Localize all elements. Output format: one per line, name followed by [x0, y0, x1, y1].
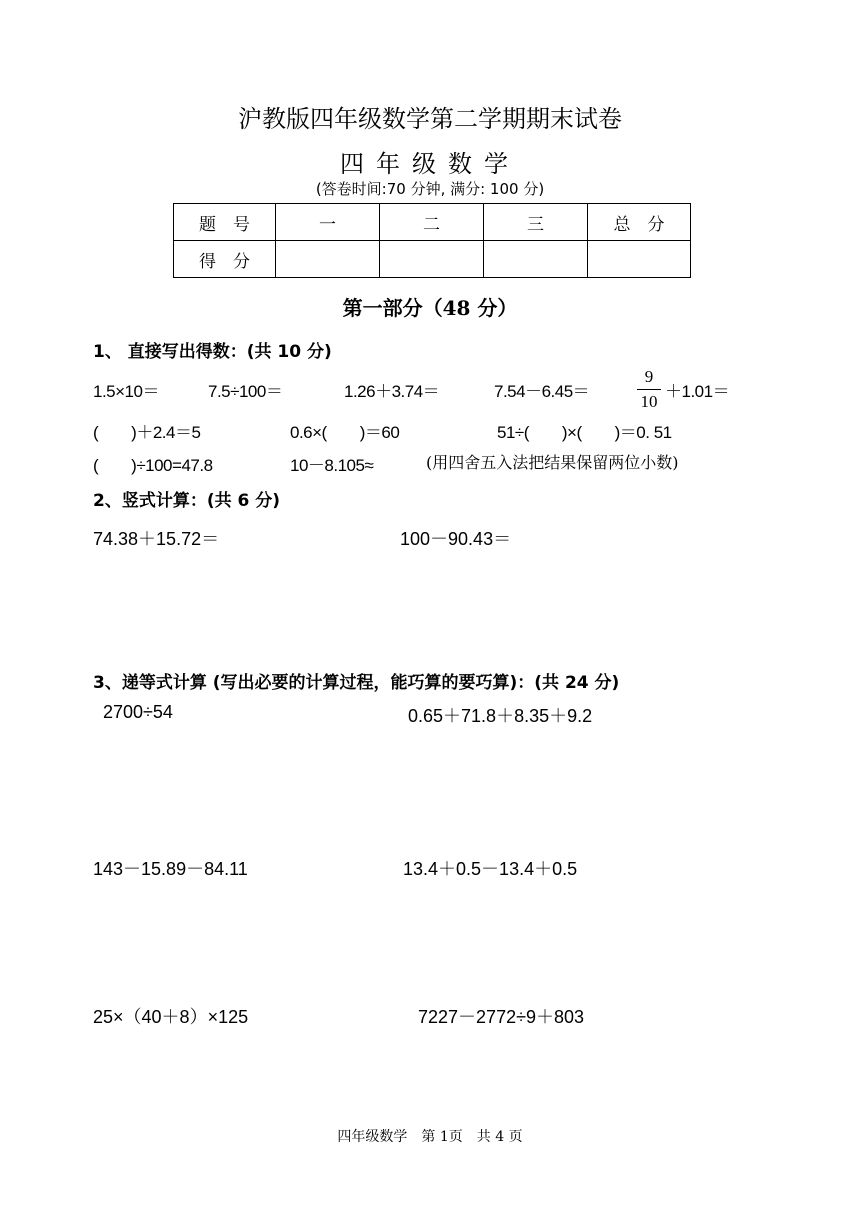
fraction — [637, 367, 661, 412]
section3-title: 3、递等式计算 (写出必要的计算过程，能巧算的要巧算)：(共 24 分) — [93, 673, 620, 693]
exam-subtitle: 四年级数学 — [340, 150, 520, 178]
step-calc-problem: 13.4＋0.5－13.4＋0.5 — [403, 859, 578, 879]
score-cell[interactable] — [484, 241, 588, 278]
score-header-cell: 总 分 — [588, 204, 691, 241]
score-header-cell: 三 — [484, 204, 588, 241]
mental-math-item: ( )÷100=47.8 — [93, 456, 213, 475]
step-calc-problem: 0.65＋71.8＋8.35＋9.2 — [408, 706, 593, 726]
mental-math-item: 1.26＋3.74＝ — [344, 382, 440, 401]
mental-math-item: 7.54－6.45＝ — [494, 382, 590, 401]
score-header-cell: 一 — [276, 204, 380, 241]
section1-title: 1、 直接写出得数：(共 10 分) — [93, 342, 332, 362]
mental-math-item: 51÷( )×( )＝0. 51 — [497, 423, 672, 442]
step-calc-problem: 7227－2772÷9＋803 — [418, 1007, 585, 1027]
score-header-cell: 题 号 — [174, 204, 276, 241]
mental-math-item: ＋1.01＝ — [665, 382, 730, 401]
fraction-numerator: 9 — [644, 367, 654, 386]
section2-title: 2、竖式计算：(共 6 分) — [93, 491, 281, 511]
mental-math-item: ( )＋2.4＝5 — [93, 423, 201, 442]
score-header-cell: 二 — [380, 204, 484, 241]
mental-math-item: 1.5×10＝ — [93, 382, 159, 401]
part-title: 第一部分（48 分） — [342, 296, 518, 320]
exam-title: 沪教版四年级数学第二学期期末试卷 — [238, 105, 622, 133]
step-calc-problem: 2700÷54 — [103, 702, 173, 722]
score-table-header-row — [174, 204, 691, 241]
vertical-calc-problem: 74.38＋15.72＝ — [93, 529, 220, 549]
score-cell[interactable] — [380, 241, 484, 278]
mental-math-item: 0.6×( )＝60 — [290, 423, 400, 442]
step-calc-problem: 25×（40＋8）×125 — [93, 1007, 249, 1027]
mental-math-item: 7.5÷100＝ — [208, 382, 283, 401]
fraction-bar — [637, 389, 661, 390]
score-cell[interactable] — [276, 241, 380, 278]
score-table-score-row — [174, 241, 691, 278]
vertical-calc-problem: 100－90.43＝ — [400, 529, 512, 549]
rounding-note: (用四舍五入法把结果保留两位小数) — [426, 453, 679, 472]
mental-math-item: 10－8.105≈ — [290, 456, 374, 475]
score-cell[interactable] — [588, 241, 691, 278]
score-table — [173, 203, 691, 278]
score-row-label: 得 分 — [174, 241, 276, 278]
exam-time-note: (答卷时间:70 分钟, 满分: 100 分) — [315, 180, 545, 198]
page-footer: 四年级数学 第 1页 共 4 页 — [337, 1129, 523, 1145]
fraction-denominator: 10 — [640, 392, 658, 411]
step-calc-problem: 143－15.89－84.11 — [93, 859, 248, 879]
